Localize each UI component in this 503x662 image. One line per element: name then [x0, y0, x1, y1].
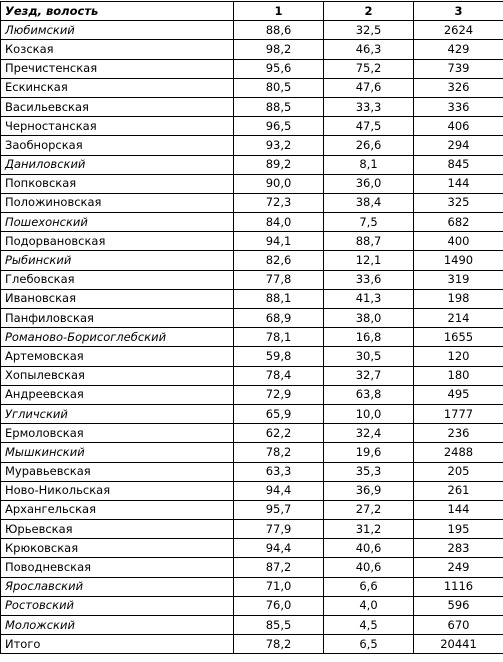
table-row [1, 174, 503, 193]
row-name-cell: Итого [1, 635, 234, 654]
row-col-2-cell: 26,6 [324, 136, 414, 155]
row-col-2-cell: 4,0 [324, 596, 414, 615]
row-col-1-cell: 84,0 [234, 213, 324, 232]
row-col-3-cell: 682 [414, 213, 503, 232]
row-col-1-cell: 89,2 [234, 155, 324, 174]
row-col-2-cell: 32,5 [324, 21, 414, 40]
row-col-1-cell: 87,2 [234, 558, 324, 577]
row-name-cell: Глебовская [1, 270, 234, 289]
table-row [1, 385, 503, 404]
row-name-cell: Муравьевская [1, 462, 234, 481]
row-name-cell: Пречистенская [1, 59, 234, 78]
table-row [1, 213, 503, 232]
table-row [1, 136, 503, 155]
row-col-3-cell: 319 [414, 270, 503, 289]
row-col-1-cell: 72,3 [234, 193, 324, 212]
row-col-1-cell: 88,1 [234, 289, 324, 308]
row-col-1-cell: 77,8 [234, 270, 324, 289]
row-col-1-cell: 85,5 [234, 616, 324, 635]
row-name-cell: Ермоловская [1, 424, 234, 443]
table-row [1, 78, 503, 97]
row-col-1-cell: 95,6 [234, 59, 324, 78]
row-col-3-cell: 326 [414, 78, 503, 97]
row-col-1-cell: 63,3 [234, 462, 324, 481]
row-col-2-cell: 36,9 [324, 481, 414, 500]
table-row [1, 520, 503, 539]
row-col-2-cell: 6,5 [324, 635, 414, 654]
row-col-3-cell: 406 [414, 117, 503, 136]
row-col-2-cell: 16,8 [324, 328, 414, 347]
row-col-1-cell: 80,5 [234, 78, 324, 97]
row-col-3-cell: 1655 [414, 328, 503, 347]
table-row [1, 117, 503, 136]
row-col-3-cell: 325 [414, 193, 503, 212]
row-col-2-cell: 75,2 [324, 59, 414, 78]
row-name-cell: Козская [1, 40, 234, 59]
row-col-3-cell: 144 [414, 174, 503, 193]
row-name-cell: Ярославский [1, 577, 234, 596]
row-col-1-cell: 94,1 [234, 232, 324, 251]
row-name-cell: Поводневская [1, 558, 234, 577]
table-row [1, 347, 503, 366]
row-col-2-cell: 38,4 [324, 193, 414, 212]
table-row [1, 635, 503, 654]
row-col-1-cell: 68,9 [234, 309, 324, 328]
row-col-3-cell: 236 [414, 424, 503, 443]
row-col-1-cell: 82,6 [234, 251, 324, 270]
row-name-cell: Любимский [1, 21, 234, 40]
row-col-1-cell: 78,2 [234, 635, 324, 654]
row-col-2-cell: 40,6 [324, 558, 414, 577]
row-col-2-cell: 36,0 [324, 174, 414, 193]
row-col-1-cell: 94,4 [234, 539, 324, 558]
row-name-cell: Черностанская [1, 117, 234, 136]
row-name-cell: Угличский [1, 404, 234, 423]
row-col-2-cell: 30,5 [324, 347, 414, 366]
row-name-cell: Васильевская [1, 97, 234, 116]
row-name-cell: Пошехонский [1, 213, 234, 232]
row-col-2-cell: 4,5 [324, 616, 414, 635]
row-name-cell: Хопылевская [1, 366, 234, 385]
row-col-2-cell: 47,5 [324, 117, 414, 136]
table-row [1, 309, 503, 328]
row-name-cell: Моложский [1, 616, 234, 635]
row-col-3-cell: 120 [414, 347, 503, 366]
table-row [1, 59, 503, 78]
row-col-2-cell: 32,7 [324, 366, 414, 385]
row-col-1-cell: 72,9 [234, 385, 324, 404]
table-row [1, 232, 503, 251]
table-row [1, 616, 503, 635]
table-row [1, 558, 503, 577]
row-name-cell: Архангельская [1, 500, 234, 519]
row-name-cell: Андреевская [1, 385, 234, 404]
row-col-3-cell: 2624 [414, 21, 503, 40]
row-col-1-cell: 95,7 [234, 500, 324, 519]
row-col-3-cell: 400 [414, 232, 503, 251]
row-col-3-cell: 195 [414, 520, 503, 539]
row-col-3-cell: 261 [414, 481, 503, 500]
row-col-3-cell: 495 [414, 385, 503, 404]
table-row [1, 577, 503, 596]
row-name-cell: Ростовский [1, 596, 234, 615]
header-uezd-volost: Уезд, волость [1, 2, 234, 21]
row-col-2-cell: 33,6 [324, 270, 414, 289]
table-row [1, 328, 503, 347]
table-row [1, 21, 503, 40]
row-col-3-cell: 429 [414, 40, 503, 59]
row-col-1-cell: 93,2 [234, 136, 324, 155]
row-col-3-cell: 294 [414, 136, 503, 155]
table-row [1, 155, 503, 174]
row-name-cell: Крюковская [1, 539, 234, 558]
table-row [1, 596, 503, 615]
row-col-1-cell: 96,5 [234, 117, 324, 136]
row-col-2-cell: 41,3 [324, 289, 414, 308]
row-col-2-cell: 8,1 [324, 155, 414, 174]
table-row [1, 289, 503, 308]
row-col-2-cell: 88,7 [324, 232, 414, 251]
row-col-2-cell: 6,6 [324, 577, 414, 596]
row-name-cell: Подорвановская [1, 232, 234, 251]
table-row [1, 251, 503, 270]
row-col-1-cell: 90,0 [234, 174, 324, 193]
row-col-3-cell: 180 [414, 366, 503, 385]
row-col-1-cell: 59,8 [234, 347, 324, 366]
row-col-1-cell: 71,0 [234, 577, 324, 596]
row-name-cell: Попковская [1, 174, 234, 193]
table-row [1, 270, 503, 289]
row-col-3-cell: 1116 [414, 577, 503, 596]
table-row [1, 404, 503, 423]
table-row [1, 443, 503, 462]
row-col-3-cell: 1490 [414, 251, 503, 270]
table-row [1, 97, 503, 116]
row-col-2-cell: 63,8 [324, 385, 414, 404]
row-col-1-cell: 78,2 [234, 443, 324, 462]
row-name-cell: Артемовская [1, 347, 234, 366]
table-row [1, 424, 503, 443]
row-name-cell: Ескинская [1, 78, 234, 97]
row-col-3-cell: 336 [414, 97, 503, 116]
header-row [1, 2, 503, 21]
row-col-3-cell: 198 [414, 289, 503, 308]
row-col-1-cell: 76,0 [234, 596, 324, 615]
row-col-1-cell: 98,2 [234, 40, 324, 59]
header-col-2: 2 [324, 2, 414, 21]
row-col-2-cell: 10,0 [324, 404, 414, 423]
header-col-1: 1 [234, 2, 324, 21]
row-col-3-cell: 670 [414, 616, 503, 635]
table-row [1, 193, 503, 212]
row-col-3-cell: 144 [414, 500, 503, 519]
row-col-3-cell: 205 [414, 462, 503, 481]
row-name-cell: Панфиловская [1, 309, 234, 328]
row-col-1-cell: 78,4 [234, 366, 324, 385]
row-col-2-cell: 12,1 [324, 251, 414, 270]
row-col-1-cell: 62,2 [234, 424, 324, 443]
row-name-cell: Юрьевская [1, 520, 234, 539]
row-col-3-cell: 2488 [414, 443, 503, 462]
row-col-3-cell: 20441 [414, 635, 503, 654]
row-col-2-cell: 40,6 [324, 539, 414, 558]
row-name-cell: Мышкинский [1, 443, 234, 462]
table-row [1, 500, 503, 519]
table-row [1, 462, 503, 481]
header-col-3: 3 [414, 2, 503, 21]
row-name-cell: Романово-Борисоглебский [1, 328, 234, 347]
data-table [0, 1, 503, 654]
row-col-1-cell: 77,9 [234, 520, 324, 539]
row-col-3-cell: 283 [414, 539, 503, 558]
row-col-1-cell: 78,1 [234, 328, 324, 347]
row-name-cell: Ново-Никольская [1, 481, 234, 500]
row-col-2-cell: 46,3 [324, 40, 414, 59]
row-col-2-cell: 47,6 [324, 78, 414, 97]
row-col-3-cell: 596 [414, 596, 503, 615]
row-col-2-cell: 35,3 [324, 462, 414, 481]
row-col-2-cell: 38,0 [324, 309, 414, 328]
row-col-2-cell: 19,6 [324, 443, 414, 462]
table-row [1, 539, 503, 558]
row-name-cell: Даниловский [1, 155, 234, 174]
row-col-2-cell: 31,2 [324, 520, 414, 539]
row-col-1-cell: 88,6 [234, 21, 324, 40]
row-col-3-cell: 1777 [414, 404, 503, 423]
row-name-cell: Заобнорская [1, 136, 234, 155]
row-col-1-cell: 65,9 [234, 404, 324, 423]
row-col-1-cell: 88,5 [234, 97, 324, 116]
row-col-2-cell: 7,5 [324, 213, 414, 232]
row-col-2-cell: 32,4 [324, 424, 414, 443]
row-col-1-cell: 94,4 [234, 481, 324, 500]
table-row [1, 481, 503, 500]
row-col-2-cell: 33,3 [324, 97, 414, 116]
row-col-3-cell: 249 [414, 558, 503, 577]
row-name-cell: Положиновская [1, 193, 234, 212]
row-col-3-cell: 214 [414, 309, 503, 328]
row-col-3-cell: 845 [414, 155, 503, 174]
table-row [1, 366, 503, 385]
table-body [1, 21, 503, 654]
table-row [1, 40, 503, 59]
row-name-cell: Ивановская [1, 289, 234, 308]
row-name-cell: Рыбинский [1, 251, 234, 270]
row-col-3-cell: 739 [414, 59, 503, 78]
row-col-2-cell: 27,2 [324, 500, 414, 519]
